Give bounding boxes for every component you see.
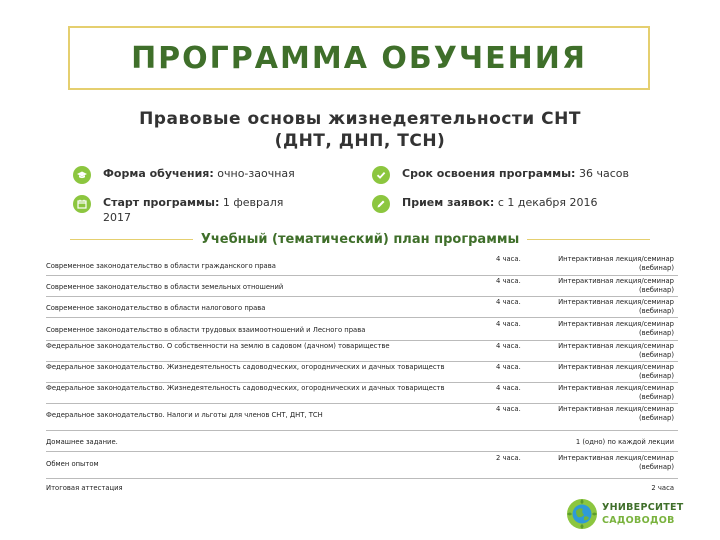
subtitle-line-1: Правовые основы жизнедеятельности СНТ	[139, 109, 581, 129]
checkmark-icon	[372, 166, 390, 184]
program-subtitle	[60, 108, 660, 152]
row-topic: Домашнее задание.	[46, 438, 118, 446]
logo-line-2: САДОВОДОВ	[602, 515, 675, 526]
table-row	[46, 276, 678, 297]
info-applications	[402, 195, 682, 210]
row-hours: 4 часа.	[496, 320, 521, 328]
table-row	[46, 479, 678, 497]
calendar-icon	[73, 195, 91, 213]
divider-right	[527, 239, 650, 240]
row-value: 1 (одно) по каждой лекции	[575, 438, 674, 446]
row-topic: Федеральное законодательство. О собственности на землю в садовом (дачном) товариществе	[46, 342, 390, 350]
start-value: 1 февраля 2017	[103, 196, 284, 224]
row-hours: 4 часа.	[496, 342, 521, 350]
table-row	[46, 362, 678, 383]
form-value: очно-заочная	[217, 167, 295, 180]
subtitle-line-2: (ДНТ, ДНП, ТСН)	[274, 131, 446, 151]
row-topic: Обмен опытом	[46, 460, 99, 468]
row-hours: 4 часа.	[496, 384, 521, 392]
row-format: Интерактивная лекция/семинар (вебинар)	[558, 255, 674, 272]
applications-label: Прием заявок:	[402, 196, 495, 209]
row-topic: Итоговая аттестация	[46, 484, 123, 492]
divider-left	[70, 239, 193, 240]
row-topic: Современное законодательство в области земельных отношений	[46, 283, 284, 291]
row-hours: 2 часа.	[496, 454, 521, 462]
section-title	[70, 230, 650, 248]
info-duration	[402, 166, 682, 181]
title-box	[68, 26, 650, 90]
form-label: Форма обучения:	[103, 167, 214, 180]
table-row	[46, 431, 678, 452]
pen-icon	[372, 195, 390, 213]
info-start	[103, 195, 308, 225]
page-title: ПРОГРАММА ОБУЧЕНИЯ	[131, 40, 587, 76]
table-row	[46, 253, 678, 276]
duration-label: Срок освоения программы:	[402, 167, 576, 180]
row-hours: 4 часа.	[496, 405, 521, 413]
row-hours: 4 часа.	[496, 298, 521, 306]
duration-value: 36 часов	[578, 167, 629, 180]
plan-table	[46, 253, 678, 497]
row-format: Интерактивная лекция/семинар (вебинар)	[558, 342, 674, 359]
table-row	[46, 383, 678, 404]
applications-value: с 1 декабря 2016	[497, 196, 598, 209]
row-format: Интерактивная лекция/семинар (вебинар)	[558, 384, 674, 401]
logo-line-1: УНИВЕРСИТЕТ	[602, 502, 684, 513]
table-row	[46, 404, 678, 431]
row-format: Интерактивная лекция/семинар (вебинар)	[558, 298, 674, 315]
row-topic: Федеральное законодательство. Жизнедеятельность садоводческих, огороднических и дачных товариществ	[46, 363, 445, 371]
table-row	[46, 341, 678, 362]
row-topic: Современное законодательство в области гражданского права	[46, 262, 276, 270]
row-topic: Современное законодательство в области налогового права	[46, 304, 266, 312]
table-row	[46, 297, 678, 318]
row-topic: Федеральное законодательство. Жизнедеятельность садоводческих, огороднических и дачных товариществ	[46, 384, 445, 392]
row-topic: Федеральное законодательство. Налоги и льготы для членов СНТ, ДНТ, ТСН	[46, 411, 323, 419]
info-form	[103, 166, 323, 181]
university-logo	[566, 496, 690, 532]
row-hours: 4 часа.	[496, 277, 521, 285]
row-format: Интерактивная лекция/семинар (вебинар)	[558, 320, 674, 337]
table-row	[46, 452, 678, 479]
row-format: Интерактивная лекция/семинар (вебинар)	[558, 405, 674, 422]
earth-leaf-logo-icon	[566, 498, 598, 530]
table-row	[46, 318, 678, 341]
graduation-cap-icon	[73, 166, 91, 184]
row-topic: Современное законодательство в области трудовых взаимоотношений и Лесного права	[46, 326, 366, 334]
row-hours: 4 часа.	[496, 363, 521, 371]
row-format: Интерактивная лекция/семинар (вебинар)	[558, 454, 674, 471]
row-hours: 4 часа.	[496, 255, 521, 263]
section-title-text: Учебный (тематический) план программы	[200, 231, 520, 247]
row-format: Интерактивная лекция/семинар (вебинар)	[558, 277, 674, 294]
row-format: Интерактивная лекция/семинар (вебинар)	[558, 363, 674, 380]
row-value: 2 часа	[651, 484, 674, 492]
start-label: Старт программы:	[103, 196, 220, 209]
